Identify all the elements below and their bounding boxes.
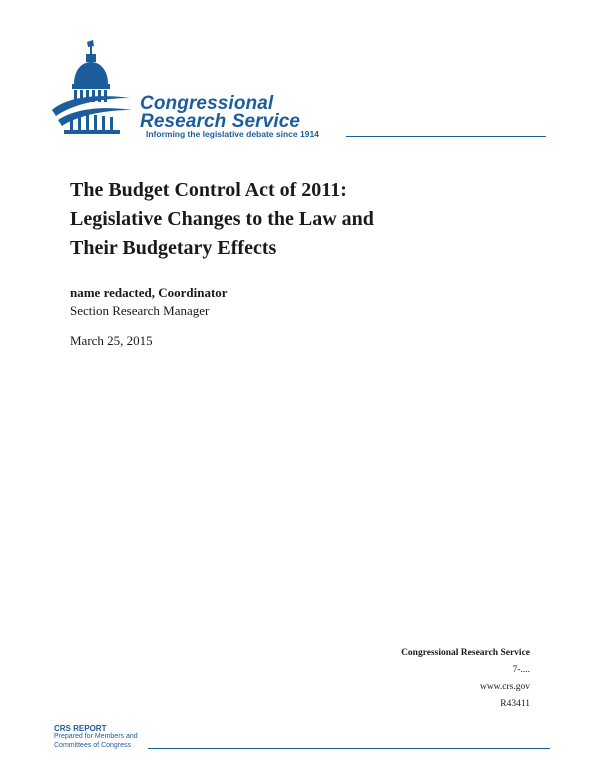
- logo-name-line2: Research Service: [140, 111, 301, 132]
- crs-logo: [50, 40, 550, 150]
- publisher-info: [401, 645, 530, 713]
- report-title-line: Legislative Changes to the Law and: [70, 208, 374, 230]
- report-title: [70, 176, 530, 263]
- logo-divider: [346, 136, 546, 137]
- report-number: R43411: [500, 699, 530, 709]
- author-name: name redacted, Coordinator: [70, 285, 228, 300]
- publisher-website: www.crs.gov: [479, 682, 530, 692]
- capitol-dome-icon: [50, 40, 142, 140]
- footer-line1: Prepared for Members and: [54, 733, 138, 740]
- footer-line2: Committees of Congress: [54, 741, 132, 749]
- author-role: Section Research Manager: [70, 303, 210, 318]
- footer-divider: [148, 748, 550, 749]
- logo-tagline: Informing the legislative debate since 1914: [146, 129, 319, 139]
- report-title-line: The Budget Control Act of 2011:: [70, 179, 347, 201]
- report-date: March 25, 2015: [70, 333, 153, 348]
- logo-name-line1: Congressional: [140, 93, 274, 114]
- footer-label: CRS REPORT: [54, 724, 107, 733]
- publisher-phone: 7-....: [512, 665, 530, 675]
- report-title-line: Their Budgetary Effects: [70, 237, 277, 259]
- footer: [54, 724, 550, 750]
- publisher-name: Congressional Research Service: [401, 648, 530, 658]
